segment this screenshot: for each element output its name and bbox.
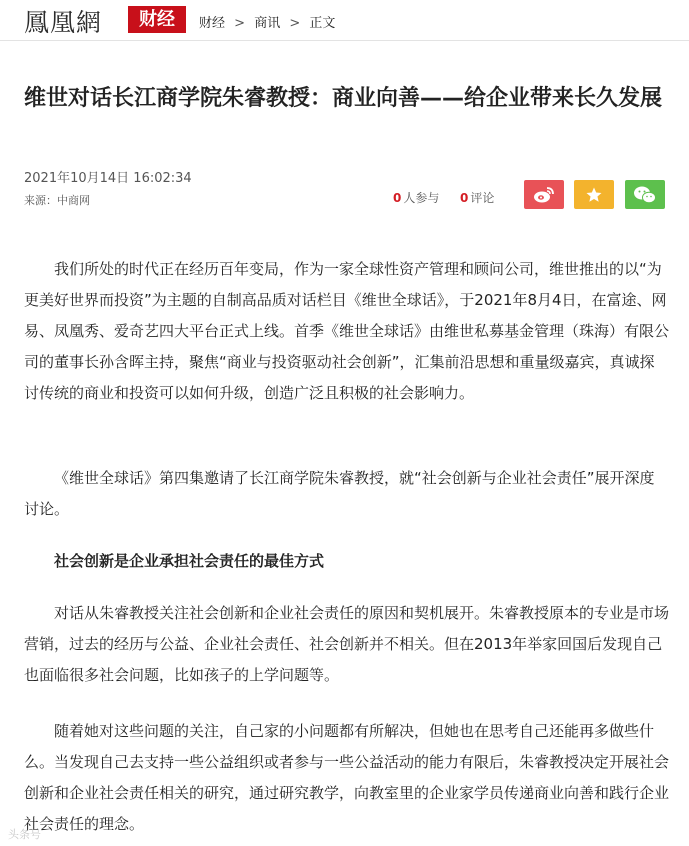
comments-count[interactable]: [460, 189, 494, 206]
favorite-button[interactable]: [574, 180, 614, 209]
comments-label: 评论: [470, 191, 495, 205]
comments-number: 0: [460, 191, 469, 205]
breadcrumb-finance-link[interactable]: 财经: [199, 16, 226, 31]
article-source: 来源：中商网: [24, 194, 90, 207]
article-title: 维世对话长江商学院朱睿教授：商业向善——给企业带来长久发展: [24, 86, 663, 111]
share-weibo-button[interactable]: [524, 180, 564, 209]
participants-label: 人参与: [403, 191, 440, 205]
breadcrumb-current-page: 正文: [309, 16, 336, 31]
article-paragraph: 《维世全球话》第四集邀请了长江商学院朱睿教授，就“社会创新与企业社会责任”展开深度讨论。: [24, 469, 655, 518]
article-paragraph: 对话从朱睿教授关注社会创新和企业社会责任的原因和契机展开。朱睿教授原本的专业是市场营销，过去的经历与公益、企业社会责任、社会创新并不相关。但在2013年举家回国后发现自己也面临很多社会问题，比如孩子的上学问题等。: [24, 604, 670, 684]
publish-date: 2021年10月14日 16:02:34: [24, 171, 192, 186]
breadcrumb-separator: >: [289, 16, 301, 31]
star-icon: [585, 186, 603, 204]
weibo-icon: [533, 186, 555, 204]
ifeng-logo[interactable]: 鳳凰網: [24, 8, 103, 37]
article-paragraph: 随着她对这些问题的关注，自己家的小问题都有所解决，但她也在思考自己还能再多做些什么。当发现自己去支持一些公益组织或者参与一些公益活动的能力有限后，朱睿教授决定开展社会创新和企业社会责任相关的研究，通过研究教学，向教室里的企业家学员传递商业向善和践行企业社会责任的理念。: [24, 722, 670, 833]
breadcrumb-business-news-link[interactable]: 商讯: [254, 16, 281, 31]
wechat-icon: [633, 185, 657, 205]
article-paragraph: 我们所处的时代正在经历百年变局，作为一家全球性资产管理和顾问公司，维世推出的以“为更美好世界而投资”为主题的自制高品质对话栏目《维世全球话》，于2021年8月4日，在富途、网易、凤凰秀、爱奇艺四大平台正式上线。首季《维世全球话》由维世私募基金管理（珠海）有限公司的董事长孙含晖主持，聚焦“商业与投资驱动社会创新”，汇集前沿思想和重量级嘉宾，真诚探讨传统的商业和投资可以如何升级，创造广泛且积极的社会影响力。: [24, 260, 670, 402]
top-navigation-bar: [0, 0, 689, 41]
participants-count[interactable]: [393, 189, 439, 206]
watermark: 头条号: [8, 828, 41, 841]
finance-channel-badge[interactable]: 财经: [128, 6, 186, 33]
article-subheading: 社会创新是企业承担社会责任的最佳方式: [54, 552, 325, 570]
breadcrumb-separator: >: [234, 16, 246, 31]
participants-number: 0: [393, 191, 402, 205]
share-wechat-button[interactable]: [625, 180, 665, 209]
breadcrumb: [199, 12, 340, 31]
